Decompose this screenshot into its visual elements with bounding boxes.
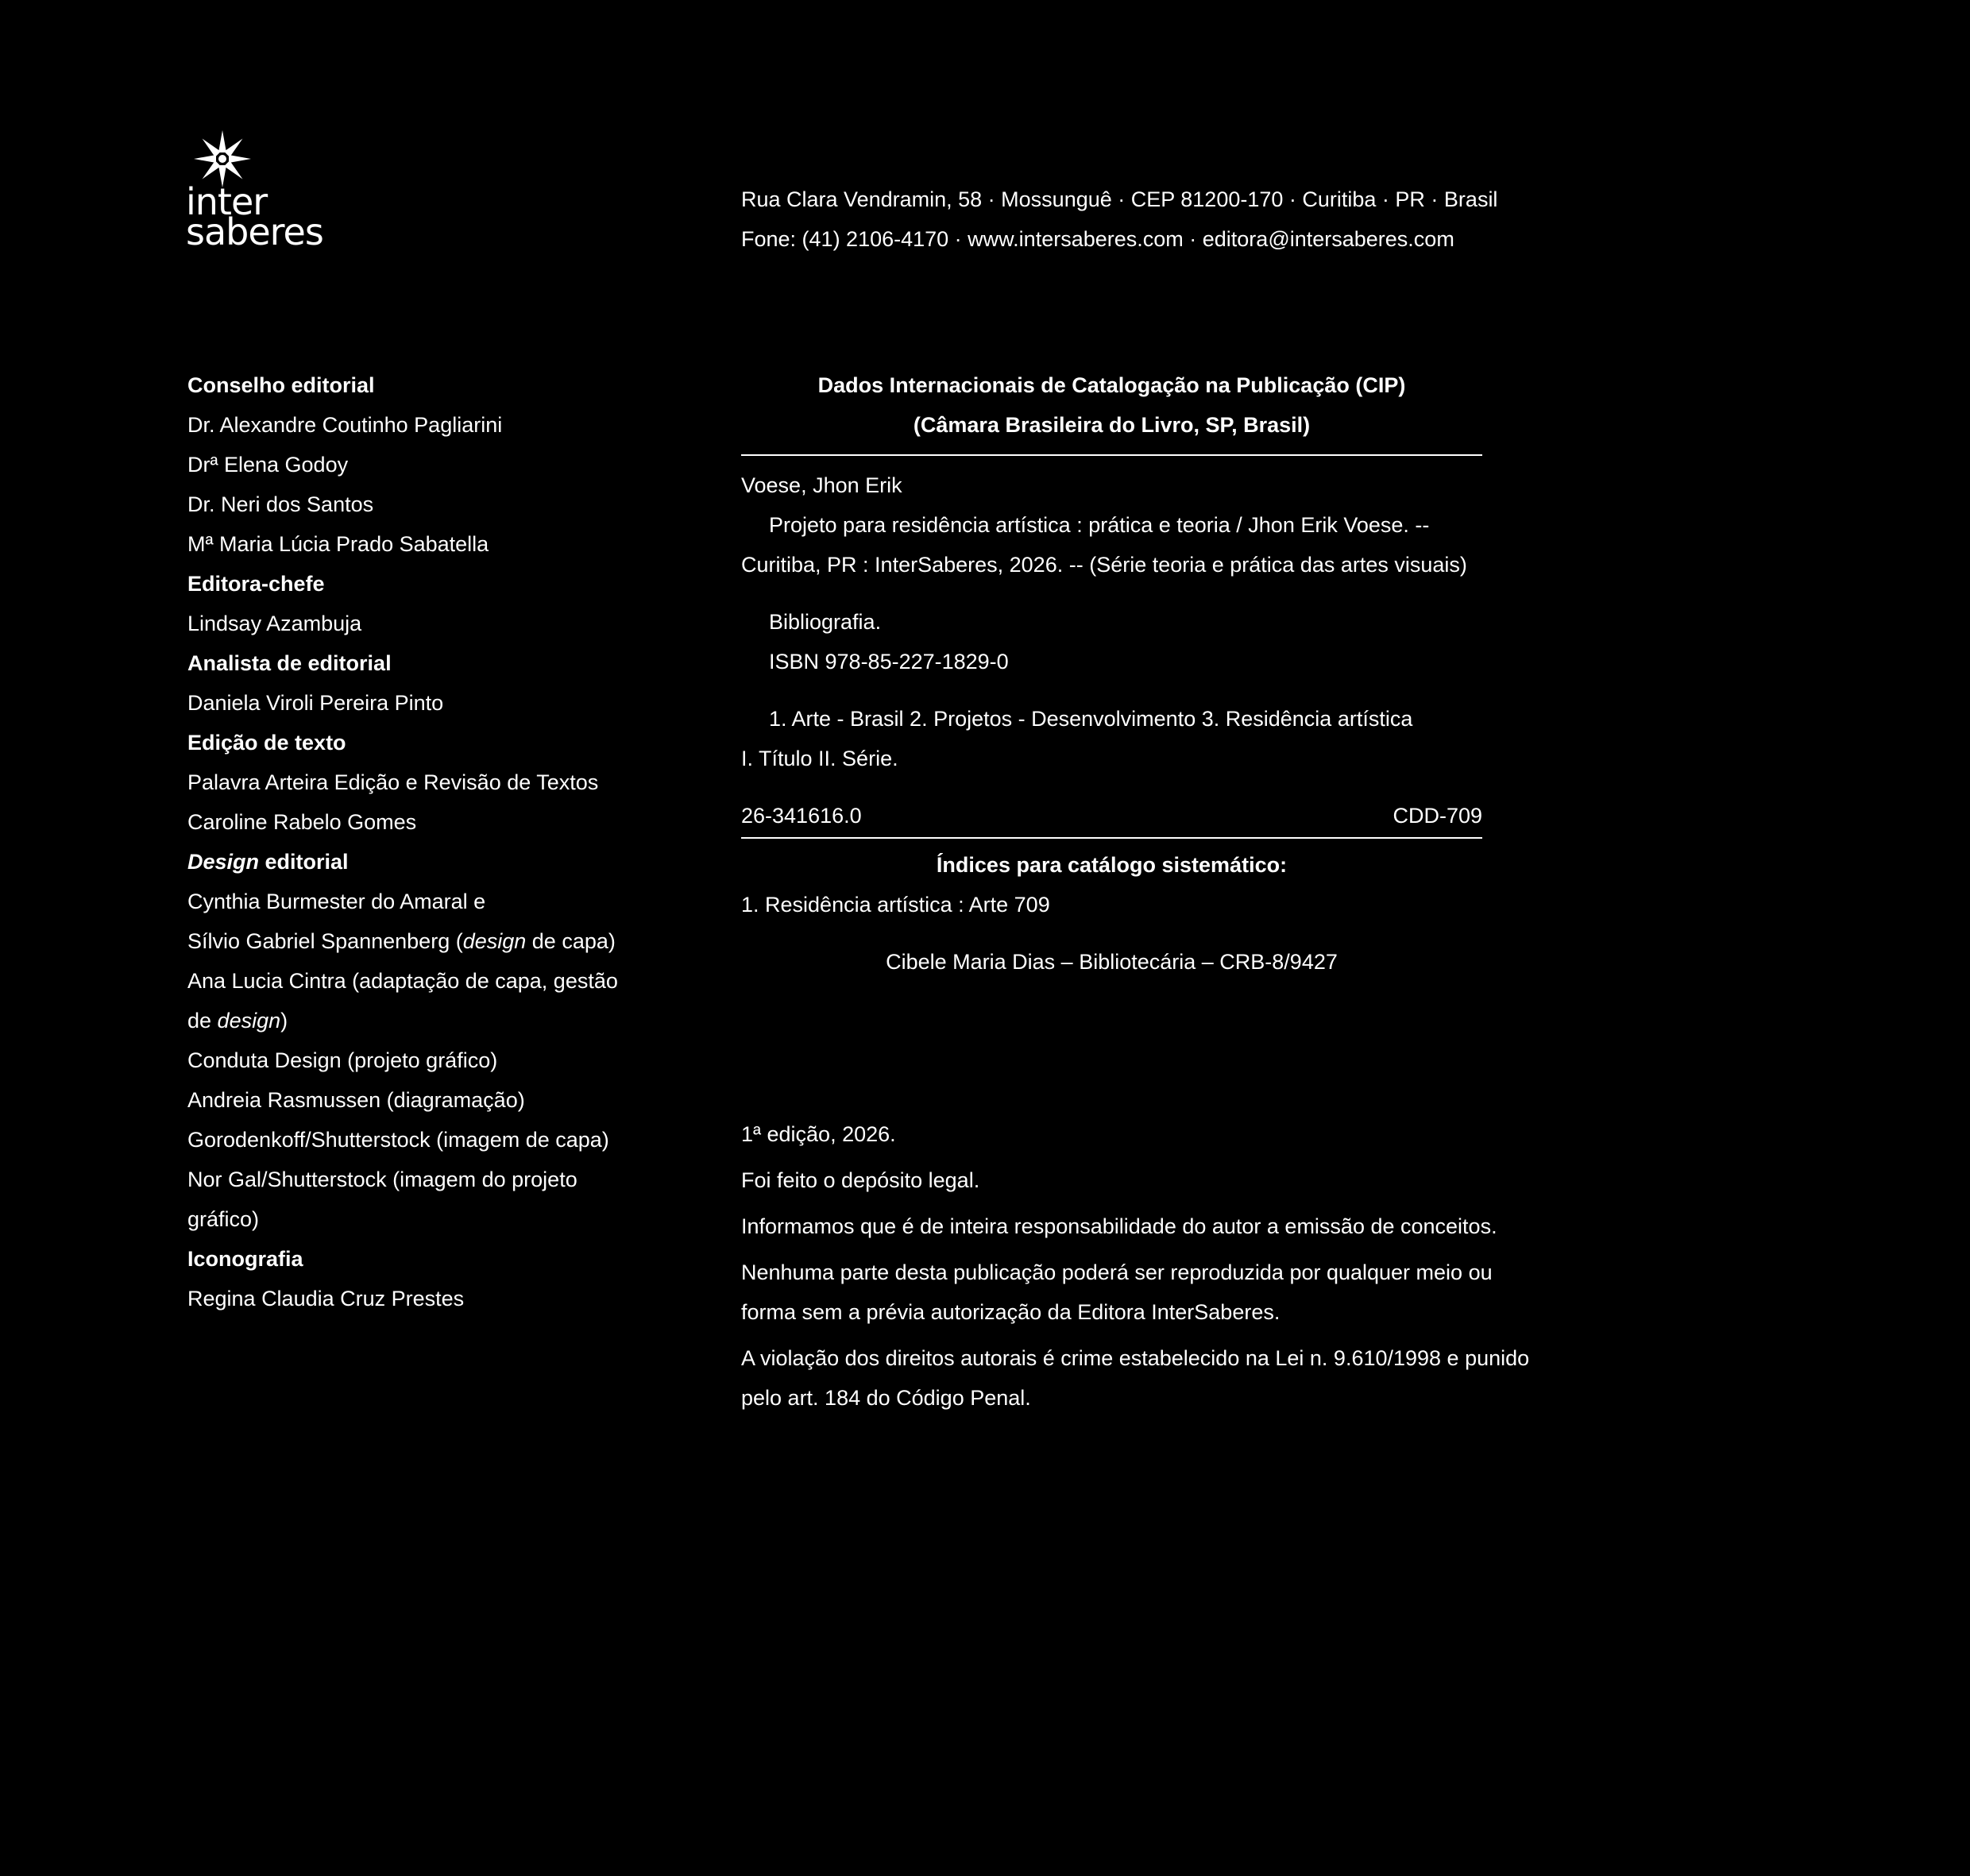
cip-record [741, 365, 1482, 982]
editora-chefe-name: Lindsay Azambuja [187, 612, 362, 635]
cip-cdd: CDD-709 [1393, 804, 1482, 828]
publisher-logo [184, 127, 335, 253]
logo-word-saberes: saberes [186, 210, 323, 253]
editora-chefe-heading: Editora-chefe [187, 572, 325, 596]
design-editorial-heading [187, 842, 664, 882]
design-heading-rest: editorial [259, 850, 349, 874]
cip-entry-line: Curitiba, PR : InterSaberes, 2026. -- (Série teoria e prática das artes visuais) [741, 553, 1467, 577]
design-credit: Conduta Design (projeto gráfico) [187, 1048, 498, 1072]
edicao-name: Palavra Arteira Edição e Revisão de Textos [187, 770, 599, 794]
cip-index-title: Índices para catálogo sistemático: [936, 853, 1288, 877]
legal-notices [741, 1114, 1551, 1424]
publisher-address [741, 179, 1497, 259]
cip-bibliografia: Bibliografia. [769, 610, 882, 634]
analista-name: Daniela Viroli Pereira Pinto [187, 691, 444, 715]
cip-author: Voese, Jhon Erik [741, 473, 902, 497]
logo-word-inter: inter [186, 180, 268, 223]
design-credit [187, 1001, 664, 1040]
conselho-member: Dr. Neri dos Santos [187, 492, 374, 516]
design-credit-part: de capa) [526, 929, 616, 953]
contact-line: Fone: (41) 2106-4170 · www.intersaberes.com · editora@intersaberes.com [741, 227, 1454, 251]
reproduction-note [741, 1253, 1551, 1332]
conselho-member: Mª Maria Lúcia Prado Sabatella [187, 532, 489, 556]
cip-entry-line: Projeto para residência artística : prática e teoria / Jhon Erik Voese. -- [769, 513, 1430, 537]
design-credit-part: ) [280, 1009, 288, 1033]
design-credit: Ana Lucia Cintra (adaptação de capa, gestão [187, 969, 618, 993]
design-credit: Andreia Rasmussen (diagramação) [187, 1088, 525, 1112]
cip-librarian: Cibele Maria Dias – Bibliotecária – CRB-8/9427 [886, 950, 1338, 974]
cip-record-number: 26-341616.0 [741, 804, 862, 828]
cip-classification-row [741, 796, 1482, 836]
cip-index-entry: 1. Residência artística : Arte 709 [741, 893, 1050, 917]
design-credit-italic: design [462, 929, 527, 953]
conselho-member: Drª Elena Godoy [187, 453, 349, 477]
address-line: Rua Clara Vendramin, 58 · Mossunguê · CEP 81200-170 · Curitiba · PR · Brasil [741, 187, 1498, 211]
edicao-name: Caroline Rabelo Gomes [187, 810, 417, 834]
edition-note: 1ª edição, 2026. [741, 1122, 896, 1146]
conselho-member: Dr. Alexandre Coutinho Pagliarini [187, 413, 503, 437]
design-heading-italic: Design [187, 850, 260, 874]
cip-title: Dados Internacionais de Catalogação na Publicação (CIP) [817, 373, 1406, 397]
violation-line: pelo art. 184 do Código Penal. [741, 1386, 1031, 1410]
design-credit: Cynthia Burmester do Amaral e [187, 890, 486, 913]
iconografia-heading: Iconografia [187, 1247, 303, 1271]
cip-subjects: 1. Arte - Brasil 2. Projetos - Desenvolvimento 3. Residência artística [769, 707, 1413, 731]
cip-top-rule [741, 454, 1482, 456]
design-credit: Gorodenkoff/Shutterstock (imagem de capa) [187, 1128, 609, 1152]
edicao-texto-heading: Edição de texto [187, 731, 346, 755]
reproduction-line: Nenhuma parte desta publicação poderá ser reproduzida por qualquer meio ou [741, 1260, 1493, 1284]
cip-subtitle: (Câmara Brasileira do Livro, SP, Brasil) [913, 413, 1311, 437]
conselho-editorial-heading: Conselho editorial [187, 373, 375, 397]
iconografia-name: Regina Claudia Cruz Prestes [187, 1287, 465, 1310]
editorial-credits [187, 365, 664, 1318]
design-credit [187, 921, 664, 961]
design-credit-part: Sílvio Gabriel Spannenberg ( [187, 929, 463, 953]
design-credit: Nor Gal/Shutterstock (imagem do projeto [187, 1168, 577, 1191]
design-credit-part: de [187, 1009, 218, 1033]
responsibility-note: Informamos que é de inteira responsabilidade do autor a emissão de conceitos. [741, 1214, 1497, 1238]
design-credit-italic: design [217, 1009, 281, 1033]
violation-note [741, 1338, 1551, 1418]
deposit-note: Foi feito o depósito legal. [741, 1168, 980, 1192]
reproduction-line: forma sem a prévia autorização da Editora InterSaberes. [741, 1300, 1280, 1324]
design-credit: gráfico) [187, 1207, 260, 1231]
cip-bottom-rule [741, 837, 1482, 839]
cip-subjects-continued: I. Título II. Série. [741, 747, 898, 770]
violation-line: A violação dos direitos autorais é crime estabelecido na Lei n. 9.610/1998 e punido [741, 1346, 1530, 1370]
cip-isbn: ISBN 978-85-227-1829-0 [769, 650, 1009, 674]
analista-heading: Analista de editorial [187, 651, 392, 675]
